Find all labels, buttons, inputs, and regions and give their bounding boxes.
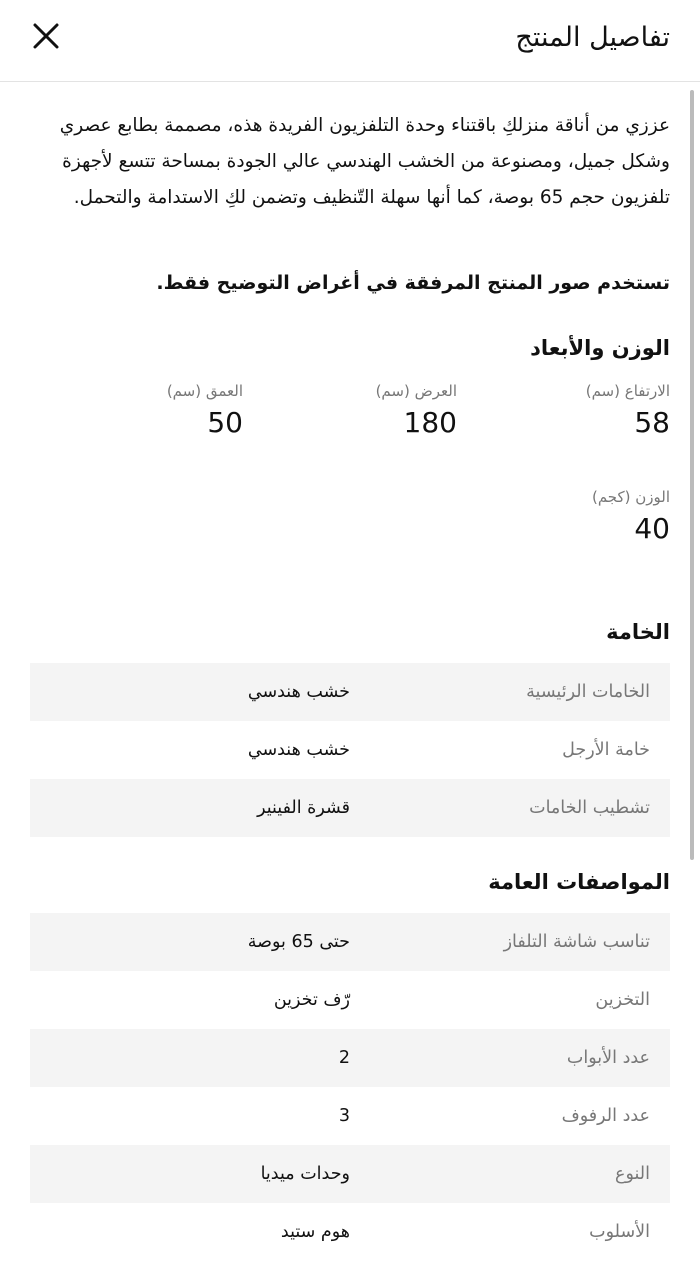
row-value: 2 <box>338 1048 350 1068</box>
spec-label: الارتفاع (سم) <box>585 382 670 400</box>
spec-label: الوزن (كجم) <box>591 488 670 506</box>
table-row <box>30 913 670 971</box>
spec-value: 58 <box>634 406 670 439</box>
spec-value: 180 <box>403 406 457 439</box>
height-spec <box>586 382 670 439</box>
spec-label: العرض (سم) <box>375 382 457 400</box>
row-label: عدد الأبواب <box>566 1048 650 1068</box>
spec-value: 40 <box>634 512 670 545</box>
row-value: قشرة الفينير <box>257 798 350 818</box>
row-label: النوع <box>615 1164 650 1184</box>
table-row <box>30 1203 670 1261</box>
row-value: 3 <box>338 1106 350 1126</box>
image-disclaimer: تستخدم صور المنتج المرفقة في أغراض التوضيح فقط. <box>156 272 670 294</box>
spec-value: 50 <box>207 406 243 439</box>
row-value: حتى 65 بوصة <box>247 932 350 952</box>
table-row <box>30 779 670 837</box>
row-label: عدد الرفوف <box>561 1106 650 1126</box>
material-heading: الخامة <box>606 620 670 644</box>
row-label: الخامات الرئيسية <box>526 682 650 702</box>
row-label: تناسب شاشة التلفاز <box>503 932 650 952</box>
row-value: هوم ستيد <box>280 1222 350 1242</box>
table-row <box>30 971 670 1029</box>
table-row <box>30 663 670 721</box>
close-icon[interactable] <box>30 20 62 52</box>
table-row <box>30 1145 670 1203</box>
weight-spec <box>592 488 670 545</box>
dimensions-heading: الوزن والأبعاد <box>530 336 670 360</box>
header <box>0 0 700 82</box>
table-row <box>30 1029 670 1087</box>
row-value: خشب هندسي <box>247 740 350 760</box>
general-specs-table <box>30 913 670 1261</box>
row-value: وحدات ميديا <box>260 1164 350 1184</box>
row-value: رّف تخزين <box>273 990 350 1010</box>
table-row <box>30 721 670 779</box>
spec-label: العمق (سم) <box>166 382 243 400</box>
table-row <box>30 1087 670 1145</box>
depth-spec <box>167 382 243 439</box>
product-description: عززي من أناقة منزلكِ باقتناء وحدة التلفزيون الفريدة هذه، مصممة بطابع عصري وشكل جميل، ومصنوعة من الخشب الهندسي عالي الجودة بمساحة تتسع لأجهزة تلفزيون حجم 65 بوصة، كما أنها سهلة التّنظيف وتضمن لكِ الاستدامة والتحمل. <box>59 115 670 208</box>
material-table <box>30 663 670 837</box>
row-label: الأسلوب <box>589 1222 650 1242</box>
row-value: خشب هندسي <box>247 682 350 702</box>
row-label: تشطيب الخامات <box>529 798 650 818</box>
general-specs-heading: المواصفات العامة <box>488 870 670 894</box>
width-spec <box>376 382 457 439</box>
page-title: تفاصيل المنتج <box>515 22 670 53</box>
row-label: خامة الأرجل <box>562 740 650 760</box>
scrollbar[interactable] <box>690 90 694 860</box>
row-label: التخزين <box>595 990 650 1010</box>
